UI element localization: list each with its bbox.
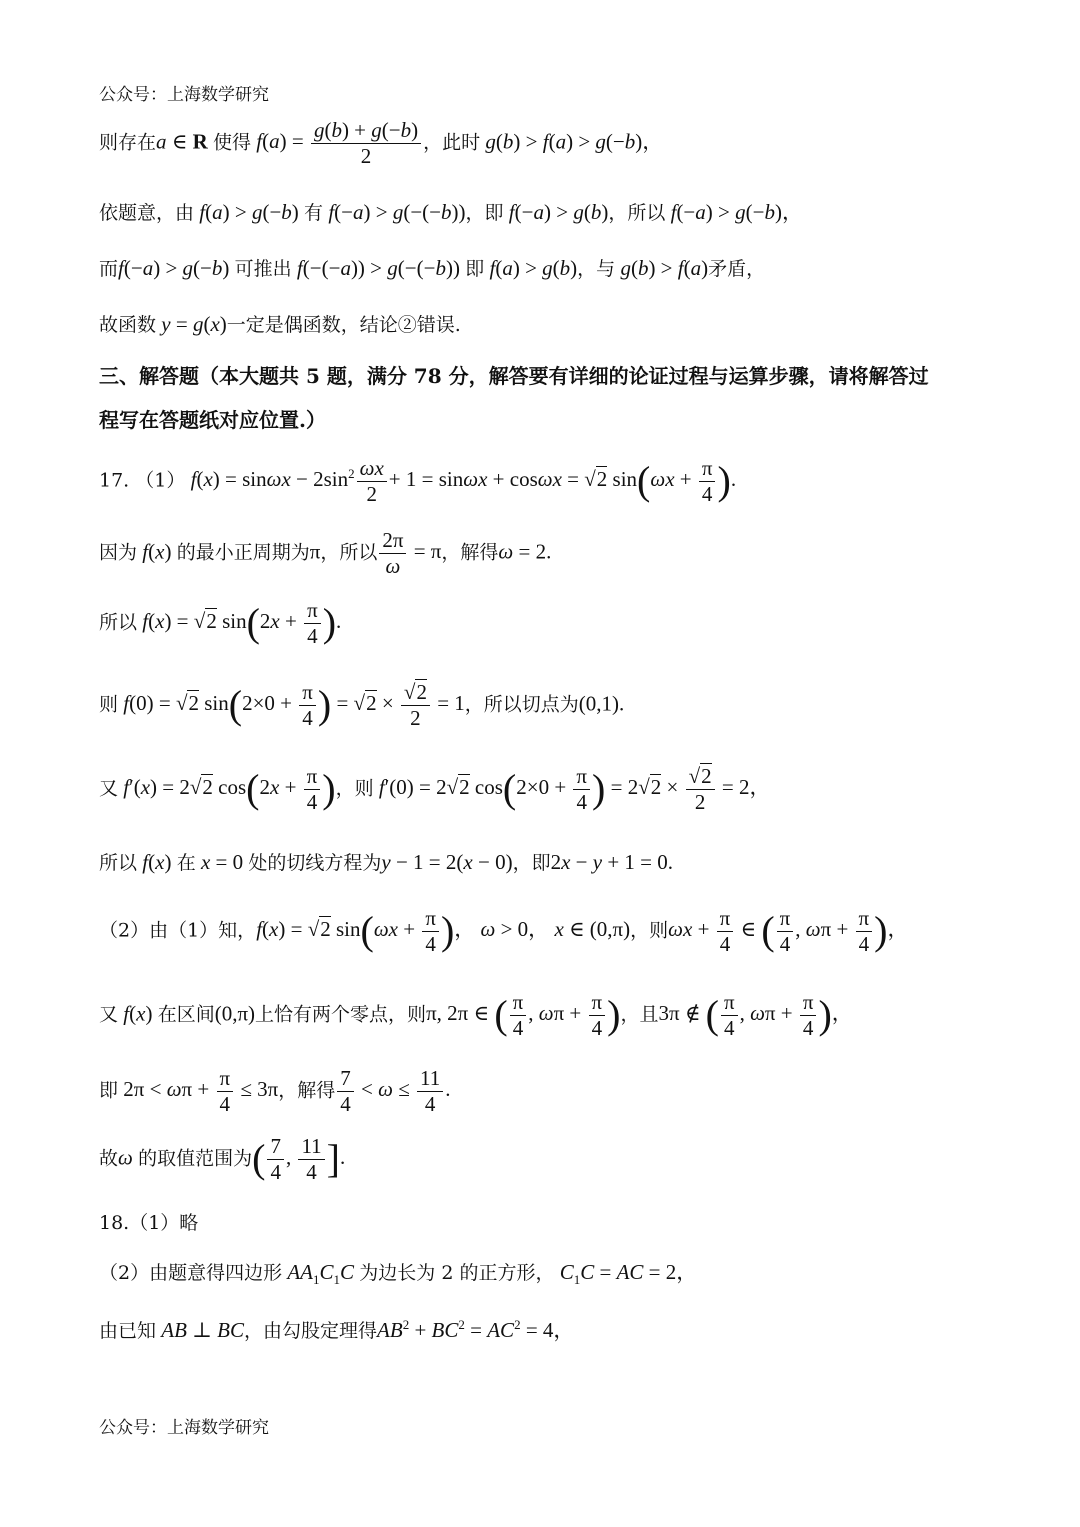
- q17-part2-line-3: 即 2π < ωπ + $\frac{\pi}{4}$ ≤ 3π，解得 $\frac{7}{4}$ < ω ≤ $\frac{11}{4}$ .: [99, 1066, 451, 1116]
- section-title: 三、解答题（本大题共 5 题，满分 78 分，解答要有详细的论证过程与运算步骤，请将解答过: [99, 364, 929, 388]
- q17-part2-line-4: 故ω 的取值范围为( $\frac{7}{4}$ , $\frac{11}{4}$ ].: [99, 1134, 346, 1184]
- text-line-2: 依题意，由 f(a) > g(−b) 有 f(−a) > g(−(−b))，即 f(−a) > g(b)，所以 f(−a) > g(−b)，: [99, 200, 803, 224]
- q17-line-4: 则 f(0) = √2 sin(2×0 + $\frac{\pi}{4}$ ) = √2 × $\frac{√2}{2}$ = 1，所以切点为(0,1).: [99, 680, 625, 730]
- q17-line-2: 因为 f(x) 的最小正周期为π，所以 $\frac{2\pi}{\omega}$ = π，解得ω = 2.: [99, 528, 552, 578]
- q18-line-1: 18.（1）略: [99, 1212, 199, 1234]
- q17-part2-line-1: （2）由（1）知，f(x) = √2 sin(ωx + $\frac{\pi}{4}$ )， ω > 0， x ∈ (0,π)，则ωx + $\frac{\pi}{4}$ ∈ ( $\frac{\pi}{4}$ , ωπ + $\frac{\pi}{4}$ )，: [99, 906, 909, 956]
- q17-line-1: 17. （1） $f(x) = \sin\omega x - 2\sin^2$ $\frac{\omega x}{2}$ + 1 = sinωx + cosωx = √2 sin(ωx + $\frac{\pi}{4}$ ).: [99, 456, 737, 506]
- q18-line-2: （2）由题意得四边形 $AA_1C_1C$ 为边长为 2 的正方形， $C_1C$ = AC = 2，: [99, 1260, 698, 1288]
- q17-line-5: 又 f′(x) = 2√2 cos(2x + $\frac{\pi}{4}$ )，则 f′(0) = 2√2 cos(2×0 + $\frac{\pi}{4}$ ) = 2√2 × $\frac{√2}{2}$ = 2，: [99, 764, 771, 814]
- text-line-3: 而f(−a) > g(−b) 可推出 f(−(−a)) > g(−(−b)) 即 f(a) > g(b)，与 g(b) > f(a)矛盾，: [99, 256, 766, 280]
- text-line-1: 则存在a ∈ R 使得 f(a) = $\frac{g(b) + g(-b)}{2}$ ，此时 g(b) > f(a) > g(−b)，: [99, 118, 664, 168]
- q17-part2-line-2: 又 f(x) 在区间(0,π)上恰有两个零点，则π, 2π ∈ ( $\frac{\pi}{4}$ , ωπ + $\frac{\pi}{4}$ )，且3π ∉ ( $\frac{\pi}{4}$ , ωπ + $\frac{\pi}{4}$ )，: [99, 990, 853, 1040]
- page-header: 公众号：上海数学研究: [99, 85, 269, 105]
- text-line-4: 故函数 y = g(x)一定是偶函数，结论②错误.: [99, 312, 461, 336]
- q17-line-3: 所以 f(x) = √2 sin(2x + $\frac{\pi}{4}$ ).: [99, 598, 342, 648]
- section-title-cont: 程写在答题纸对应位置.）: [99, 408, 326, 432]
- page-footer: 公众号：上海数学研究: [99, 1418, 269, 1438]
- q17-line-6: 所以 f(x) 在 x = 0 处的切线方程为y − 1 = 2(x − 0)，即2x − y + 1 = 0.: [99, 850, 674, 874]
- q18-line-3: 由已知 AB ⊥ BC，由勾股定理得$AB^2 + BC^2 = AC^2 = 4$，: [99, 1317, 575, 1342]
